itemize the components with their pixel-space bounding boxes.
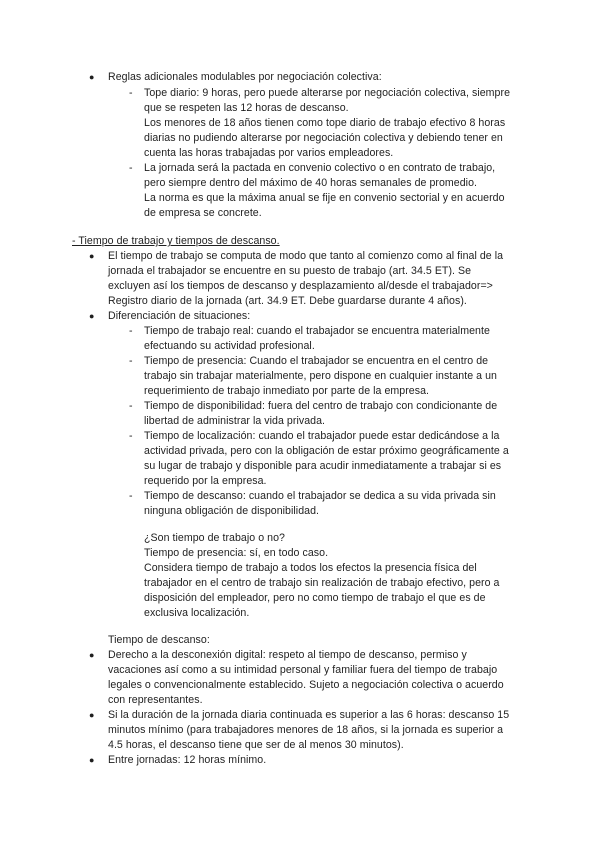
bullet-marker: ● [89, 311, 95, 321]
text-line: cuenta las horas trabajadas por varios empleadores. [144, 147, 394, 159]
bullet-marker: ● [89, 650, 95, 660]
text-line: efectuando su actividad profesional. [144, 340, 315, 352]
text-line: libertad de administrar la vida privada. [144, 415, 326, 427]
section-heading: - Tiempo de trabajo y tiempos de descanso. [72, 235, 280, 247]
text-line: diarias no pudiendo alterarse por negociación colectiva y debiendo tener en [144, 132, 503, 144]
dash-marker: - [129, 400, 133, 412]
text-line: de empresa se concrete. [144, 207, 262, 219]
dash-marker: - [129, 87, 133, 99]
text-line: minutos mínimo (para trabajadores menores de 18 años, si la jornada es superior a [108, 724, 504, 736]
text-line: su lugar de trabajo y disponible para acudir inmediatamente a trabajar si es [144, 460, 502, 472]
text-line: actividad privada, pero con la obligación de estar próximo geográficamente a [144, 445, 509, 457]
text-line: trabajo sin trabajar materialmente, pero dispone en cualquier instante a un [144, 370, 497, 382]
text-line: pero siempre dentro del máximo de 40 horas semanales de promedio. [144, 177, 478, 189]
text-line: ninguna obligación de disponibilidad. [144, 505, 320, 517]
dash-marker: - [129, 490, 133, 502]
text-line: excluyen así los tiempos de descanso y desplazamiento al/desde el trabajador=> [108, 280, 493, 292]
section-heading: Tiempo de descanso: [108, 634, 210, 646]
rules-bullet: Reglas adicionales modulables por negociación colectiva: [108, 71, 382, 83]
text-line: Diferenciación de situaciones: [108, 310, 251, 322]
text-line: Derecho a la desconexión digital: respeto al tiempo de descanso, permiso y [108, 649, 467, 661]
text-line: Tiempo de disponibilidad: fuera del centro de trabajo con condicionante de [144, 400, 498, 412]
text-line: Tiempo de localización: cuando el trabajador puede estar dedicándose a la [144, 430, 500, 442]
text-line: Si la duración de la jornada diaria continuada es superior a las 6 horas: descanso 15 [108, 709, 510, 721]
text-line: ¿Son tiempo de trabajo o no? [144, 532, 285, 544]
text-line: jornada el trabajador se encuentre en su puesto de trabajo (art. 34.5 ET). Se [108, 265, 472, 277]
bullet-marker: ● [89, 251, 95, 261]
text-line: requerimiento de trabajo inmediato por parte de la empresa. [144, 385, 430, 397]
bullet-marker: ● [89, 755, 95, 765]
text-line: disposición del empleador, pero no como tiempo de trabajo el que es de [144, 592, 486, 604]
text-line: La norma es que la máxima anual se fije en convenio sectorial y en acuerdo [144, 192, 505, 204]
text-line: Tiempo de presencia: sí, en todo caso. [144, 547, 329, 559]
text-line: Entre jornadas: 12 horas mínimo. [108, 754, 267, 766]
text-line: que se respeten las 12 horas de descanso. [144, 102, 349, 114]
text-line: Tope diario: 9 horas, pero puede alterarse por negociación colectiva, siempre [144, 87, 511, 99]
text-line: requerido por la empresa. [144, 475, 267, 487]
dash-marker: - [129, 325, 133, 337]
dash-marker: - [129, 355, 133, 367]
bullet-marker: ● [89, 72, 95, 82]
text-line: vacaciones así como a su intimidad personal y familiar fuera del tiempo de trabajo [108, 664, 498, 676]
dash-marker: - [129, 430, 133, 442]
text-line: Tiempo de descanso: cuando el trabajador se dedica a su vida privada sin [144, 490, 496, 502]
text-line: La jornada será la pactada en convenio colectivo o en contrato de trabajo, [144, 162, 496, 174]
text-line: Registro diario de la jornada (art. 34.9 ET. Debe guardarse durante 4 años). [108, 295, 467, 307]
text-line: Los menores de 18 años tienen como tope diario de trabajo efectivo 8 horas [144, 117, 506, 129]
text-line: legales o convencionalmente establecido. Sujeto a negociación colectiva o acuerdo [108, 679, 504, 691]
text-line: Considera tiempo de trabajo a todos los efectos la presencia física del [144, 562, 477, 574]
text-line: con representantes. [108, 694, 203, 706]
text-line: Tiempo de presencia: Cuando el trabajador se encuentra en el centro de [144, 355, 489, 367]
text-line: 4.5 horas, el descanso tiene que ser de al menos 30 minutos). [108, 739, 404, 751]
dash-marker: - [129, 162, 133, 174]
text-line: Tiempo de trabajo real: cuando el trabajador se encuentra materialmente [144, 325, 490, 337]
bullet-marker: ● [89, 710, 95, 720]
text-line: El tiempo de trabajo se computa de modo que tanto al comienzo como al final de la [108, 250, 504, 262]
text-line: trabajador en el centro de trabajo sin realización de trabajo efectivo, pero a [144, 577, 500, 589]
text-line: exclusiva localización. [144, 607, 250, 619]
